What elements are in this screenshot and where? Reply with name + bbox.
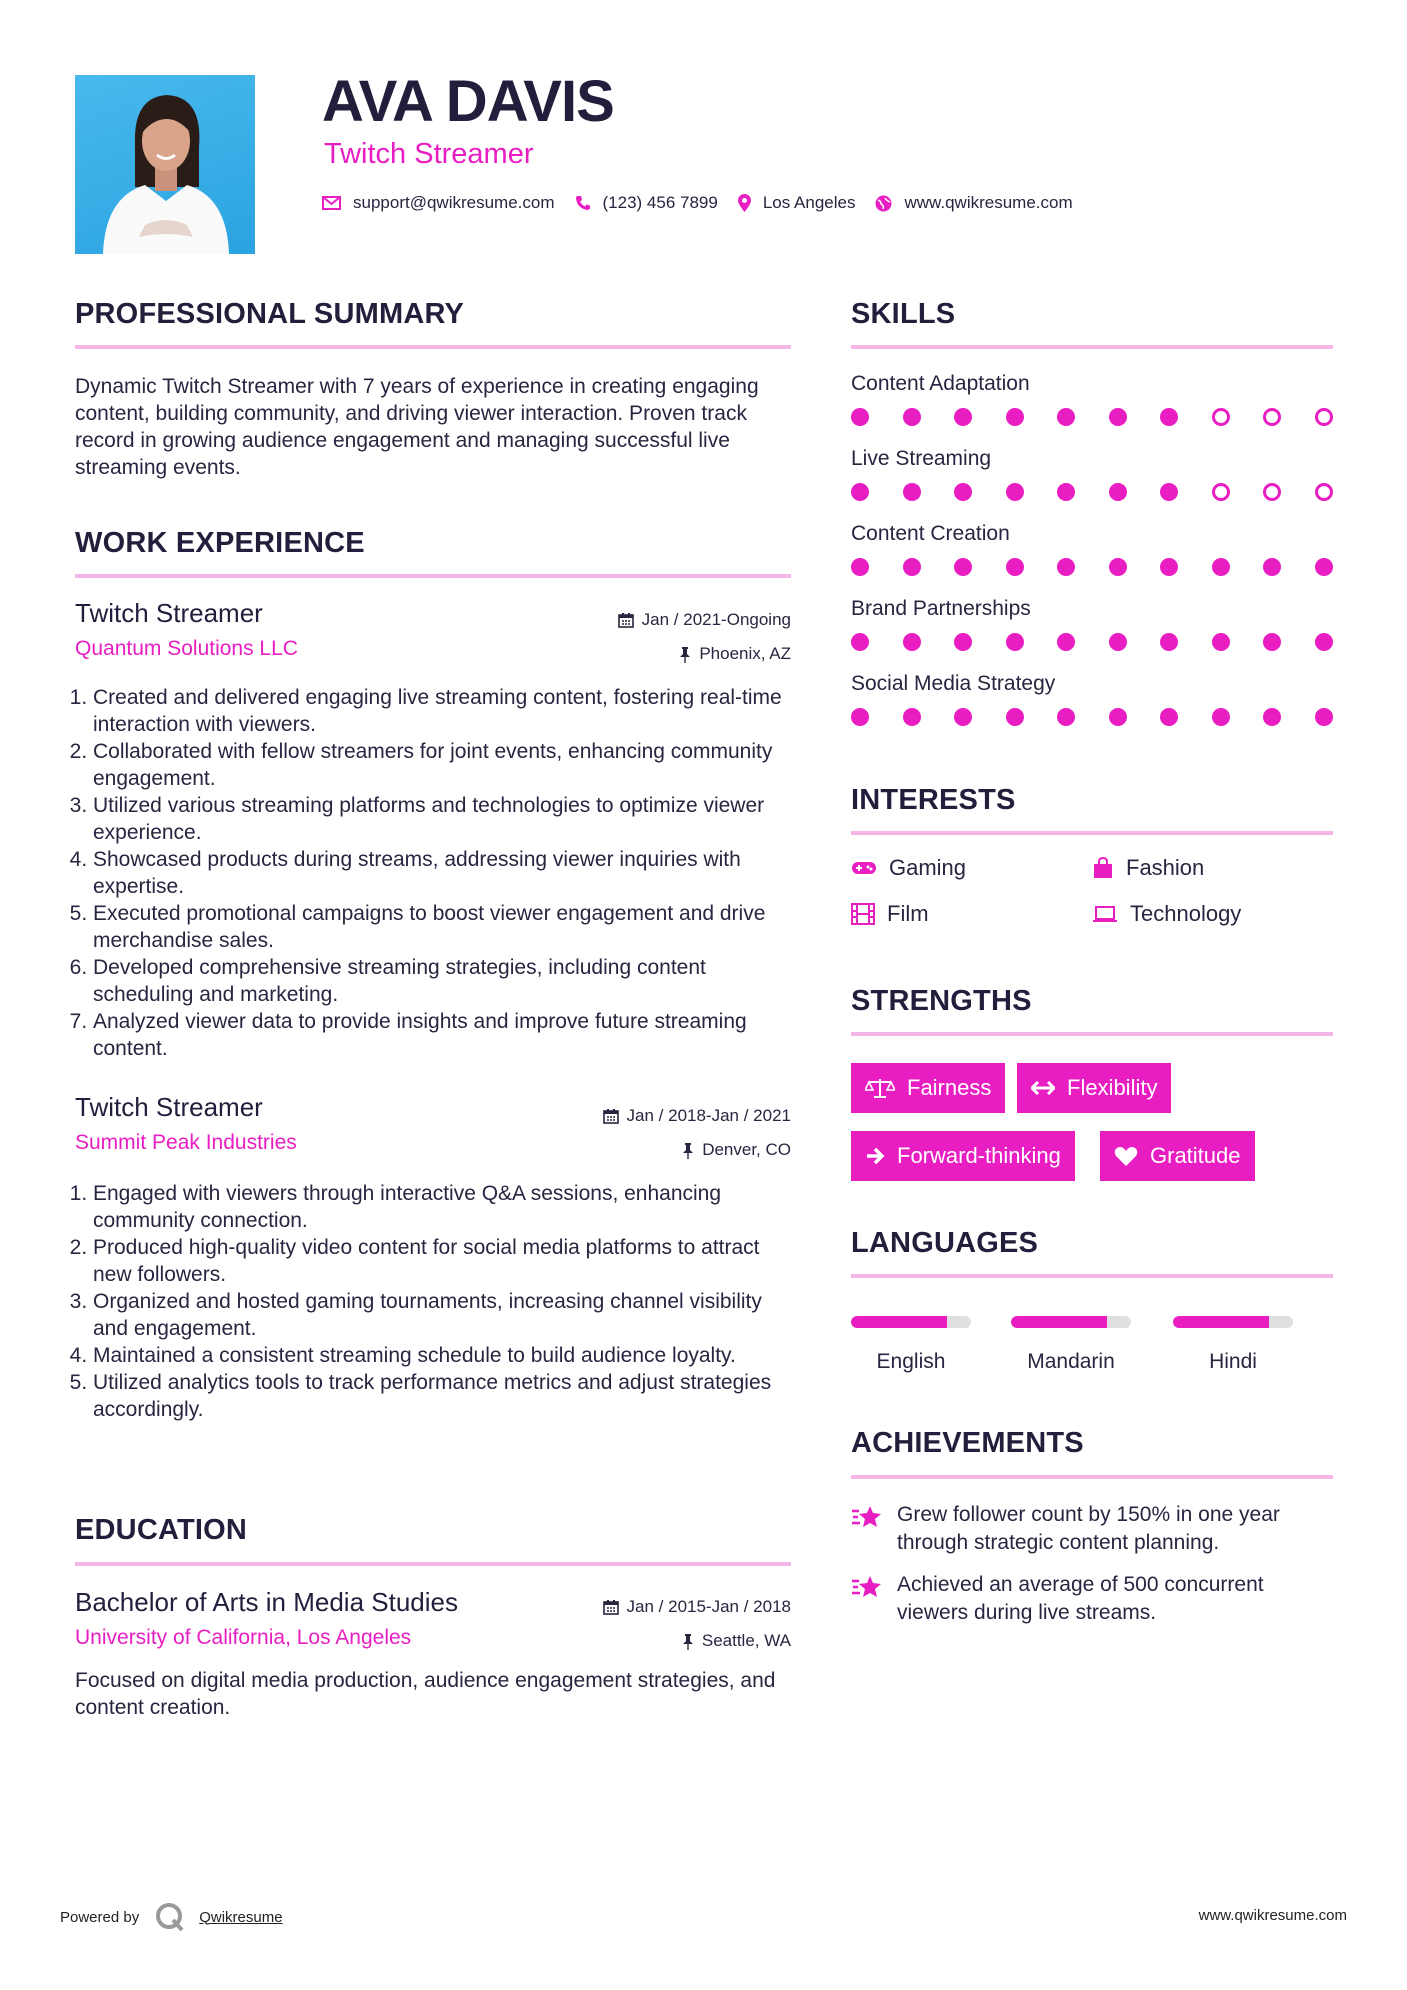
skill-dot-filled — [1315, 633, 1333, 651]
list-item: 1. Created and delivered engaging live streaming content, fostering real-time interaction with viewers. — [93, 684, 791, 738]
language-level-fill — [851, 1316, 947, 1328]
job-company: Summit Peak Industries — [75, 1131, 297, 1154]
list-item: 4. Showcased products during streams, addressing viewer inquiries with expertise. — [93, 846, 791, 900]
skill-dot-empty — [1315, 408, 1333, 426]
skill-row — [851, 522, 1333, 597]
language-level-fill — [1173, 1316, 1269, 1328]
skill-dot-filled — [851, 708, 869, 726]
skill-rating — [851, 708, 1333, 726]
work-divider — [75, 574, 791, 578]
language-level-track — [851, 1316, 971, 1328]
language-level-fill — [1011, 1316, 1107, 1328]
skill-dot-filled — [954, 483, 972, 501]
gamepad-icon — [851, 860, 877, 876]
skill-dot-filled — [903, 558, 921, 576]
language-level-track — [1173, 1316, 1293, 1328]
skill-rating — [851, 483, 1333, 501]
candidate-name: AVA DAVIS — [322, 69, 614, 134]
achievements-divider — [851, 1475, 1333, 1479]
skill-dot-filled — [851, 483, 869, 501]
language-name: Hindi — [1209, 1350, 1257, 1373]
languages-divider — [851, 1274, 1333, 1278]
education-heading: EDUCATION — [75, 1514, 248, 1546]
language-item — [1173, 1316, 1293, 1374]
strength-label: Forward-thinking — [897, 1143, 1061, 1168]
balance-scale-icon — [865, 1077, 895, 1099]
interest-label: Fashion — [1126, 855, 1205, 880]
summary-text: Dynamic Twitch Streamer with 7 years of experience in creating engaging content, building community, and driving viewer interaction. Proven track record in growing audience engagement and managing successful live streaming events. — [75, 375, 759, 479]
contact-website[interactable] — [875, 193, 1072, 213]
list-item: 2. Collaborated with fellow streamers for joint events, enhancing community engagement. — [93, 738, 791, 792]
skill-dot-empty — [1212, 483, 1230, 501]
interests-heading: INTERESTS — [851, 784, 1016, 816]
skill-dot-filled — [851, 408, 869, 426]
job-dates-text: Jan / 2021-Ongoing — [641, 610, 791, 629]
skill-dot-filled — [903, 408, 921, 426]
education-dates-text: Jan / 2015-Jan / 2018 — [626, 1597, 791, 1616]
interest-item — [851, 901, 929, 927]
education-location-text: Seattle, WA — [701, 1631, 791, 1650]
skill-dot-filled — [1109, 483, 1127, 501]
language-item — [851, 1316, 971, 1374]
strength-chip — [1100, 1131, 1255, 1181]
language-name: Mandarin — [1027, 1350, 1115, 1373]
calendar-icon — [603, 1599, 619, 1615]
skill-dot-filled — [903, 633, 921, 651]
skill-dot-filled — [1006, 408, 1024, 426]
contact-bar — [322, 193, 1093, 213]
contact-email[interactable] — [322, 193, 555, 213]
shopping-bag-icon — [1092, 857, 1114, 879]
skill-dot-filled — [1057, 483, 1075, 501]
skill-dot-filled — [1212, 633, 1230, 651]
language-name: English — [876, 1350, 946, 1373]
skill-row — [851, 672, 1333, 747]
languages-heading: LANGUAGES — [851, 1227, 1039, 1259]
skill-dot-filled — [1057, 633, 1075, 651]
contact-website-text: www.qwikresume.com — [904, 193, 1073, 212]
skill-dot-filled — [1057, 558, 1075, 576]
skills-heading: SKILLS — [851, 298, 956, 330]
skill-dot-filled — [1006, 483, 1024, 501]
contact-location-text: Los Angeles — [762, 193, 856, 212]
pushpin-icon — [682, 1633, 694, 1650]
list-item: 2. Produced high-quality video content for social media platforms to attract new followers. — [93, 1234, 791, 1288]
calendar-icon — [618, 612, 634, 628]
contact-email-text: support@qwikresume.com — [353, 193, 555, 212]
skill-dot-filled — [1263, 633, 1281, 651]
skill-dot-filled — [1006, 633, 1024, 651]
achievement-item — [851, 1501, 1333, 1557]
interest-label: Gaming — [889, 855, 967, 880]
strengths-heading: STRENGTHS — [851, 985, 1032, 1017]
job-title: Twitch Streamer — [75, 1092, 263, 1122]
job-dates-text: Jan / 2018-Jan / 2021 — [626, 1106, 791, 1125]
footer-branding — [60, 1902, 283, 1932]
contact-location — [738, 193, 856, 213]
footer-url[interactable]: www.qwikresume.com — [1198, 1907, 1347, 1924]
education-location — [682, 1631, 791, 1651]
laptop-icon — [1092, 905, 1118, 923]
skill-row — [851, 597, 1333, 672]
skill-dot-filled — [1109, 408, 1127, 426]
skill-dot-filled — [1160, 708, 1178, 726]
skill-rating — [851, 633, 1333, 651]
skill-dot-filled — [1315, 708, 1333, 726]
skills-list — [851, 372, 1333, 747]
skill-dot-filled — [954, 558, 972, 576]
skill-name: Content Creation — [851, 522, 1010, 545]
strength-chip — [851, 1131, 1075, 1181]
language-item — [1011, 1316, 1131, 1374]
phone-icon — [575, 195, 591, 211]
skill-dot-filled — [1212, 708, 1230, 726]
strength-label: Fairness — [907, 1075, 992, 1100]
interest-label: Technology — [1130, 901, 1242, 926]
skill-dot-empty — [1315, 483, 1333, 501]
education-description: Focused on digital media production, audience engagement strategies, and content creation. — [75, 1669, 776, 1719]
interest-item — [1092, 901, 1241, 927]
arrow-right-icon — [865, 1147, 885, 1165]
skill-name: Live Streaming — [851, 447, 992, 470]
film-icon — [851, 903, 875, 925]
education-dates — [603, 1597, 791, 1617]
job-location-text: Phoenix, AZ — [699, 644, 791, 663]
job-location — [679, 644, 791, 664]
contact-phone[interactable] — [575, 193, 718, 213]
powered-by-label: Powered by — [60, 1908, 140, 1926]
skill-dot-filled — [1109, 633, 1127, 651]
skill-name: Brand Partnerships — [851, 597, 1031, 620]
job-title: Twitch Streamer — [75, 598, 263, 628]
achievement-item — [851, 1571, 1333, 1627]
skill-dot-filled — [1263, 558, 1281, 576]
skill-dot-filled — [1006, 708, 1024, 726]
job-entry — [75, 1092, 791, 1423]
skill-dot-filled — [1057, 708, 1075, 726]
skill-dot-filled — [1006, 558, 1024, 576]
skill-dot-filled — [1160, 483, 1178, 501]
achievement-text: Grew follower count by 150% in one year through strategic content planning. — [897, 1503, 1280, 1554]
job-entry — [75, 598, 791, 1062]
job-location-text: Denver, CO — [702, 1140, 791, 1159]
summary-heading: PROFESSIONAL SUMMARY — [75, 298, 465, 330]
strengths-divider — [851, 1032, 1333, 1036]
job-dates — [603, 1106, 791, 1126]
job-responsibilities — [75, 1180, 791, 1423]
skill-dot-filled — [1160, 633, 1178, 651]
shooting-star-icon — [851, 1503, 883, 1531]
skill-dot-filled — [851, 633, 869, 651]
skill-rating — [851, 408, 1333, 426]
globe-icon — [875, 195, 892, 212]
pushpin-icon — [679, 646, 691, 663]
skill-dot-filled — [903, 708, 921, 726]
skill-dot-filled — [1109, 558, 1127, 576]
profile-photo — [75, 75, 255, 254]
map-marker-icon — [738, 194, 751, 212]
skill-dot-filled — [1263, 708, 1281, 726]
job-company: Quantum Solutions LLC — [75, 637, 298, 660]
strength-chip — [1017, 1063, 1171, 1113]
achievement-text: Achieved an average of 500 concurrent viewers during live streams. — [897, 1573, 1264, 1624]
strength-label: Gratitude — [1150, 1143, 1241, 1168]
skill-row — [851, 372, 1333, 447]
list-item: 5. Executed promotional campaigns to boost viewer engagement and drive merchandise sales. — [93, 900, 791, 954]
shooting-star-icon — [851, 1573, 883, 1601]
skill-rating — [851, 558, 1333, 576]
list-item: 3. Organized and hosted gaming tournaments, increasing channel visibility and engagement. — [93, 1288, 791, 1342]
strength-label: Flexibility — [1067, 1075, 1158, 1100]
job-responsibilities — [75, 684, 791, 1062]
skill-dot-filled — [1160, 408, 1178, 426]
skill-dot-filled — [1109, 708, 1127, 726]
work-heading: WORK EXPERIENCE — [75, 527, 365, 559]
heart-icon — [1114, 1146, 1138, 1167]
skill-dot-filled — [851, 558, 869, 576]
skill-dot-filled — [1057, 408, 1075, 426]
skill-name: Content Adaptation — [851, 372, 1030, 395]
school-name: University of California, Los Angeles — [75, 1626, 412, 1649]
list-item: 4. Maintained a consistent streaming schedule to build audience loyalty. — [93, 1342, 791, 1369]
skill-dot-filled — [1315, 558, 1333, 576]
calendar-icon — [603, 1108, 619, 1124]
degree-title: Bachelor of Arts in Media Studies — [75, 1587, 458, 1617]
education-divider — [75, 1562, 791, 1566]
skill-dot-filled — [954, 633, 972, 651]
list-item: 7. Analyzed viewer data to provide insights and improve future streaming content. — [93, 1008, 791, 1062]
skills-divider — [851, 345, 1333, 349]
job-location — [682, 1140, 791, 1160]
envelope-icon — [322, 196, 341, 210]
list-item: 3. Utilized various streaming platforms and technologies to optimize viewer experience. — [93, 792, 791, 846]
candidate-title: Twitch Streamer — [324, 138, 534, 170]
list-item: 1. Engaged with viewers through interactive Q&A sessions, enhancing community connection. — [93, 1180, 791, 1234]
skill-dot-empty — [1212, 408, 1230, 426]
skill-name: Social Media Strategy — [851, 672, 1056, 695]
achievements-heading: ACHIEVEMENTS — [851, 1427, 1084, 1459]
qwikresume-link[interactable]: Qwikresume — [199, 1908, 283, 1926]
skill-dot-filled — [1212, 558, 1230, 576]
interests-divider — [851, 831, 1333, 835]
skill-dot-filled — [1160, 558, 1178, 576]
skill-dot-filled — [954, 708, 972, 726]
summary-divider — [75, 345, 791, 349]
interest-label: Film — [887, 901, 929, 926]
pushpin-icon — [682, 1142, 694, 1159]
skill-row — [851, 447, 1333, 522]
skill-dot-filled — [903, 483, 921, 501]
interest-item — [851, 855, 966, 881]
skill-dot-filled — [954, 408, 972, 426]
job-dates — [618, 610, 791, 630]
interest-item — [1092, 855, 1204, 881]
skill-dot-empty — [1263, 408, 1281, 426]
qwikresume-logo-icon — [155, 1902, 185, 1932]
strength-chip — [851, 1063, 1005, 1113]
education-entry — [75, 1587, 791, 1721]
skill-dot-empty — [1263, 483, 1281, 501]
list-item: 6. Developed comprehensive streaming strategies, including content scheduling and marketing. — [93, 954, 791, 1008]
contact-phone-text: (123) 456 7899 — [602, 193, 718, 212]
language-level-track — [1011, 1316, 1131, 1328]
list-item: 5. Utilized analytics tools to track performance metrics and adjust strategies accordingly. — [93, 1369, 791, 1423]
arrows-horizontal-icon — [1031, 1081, 1055, 1095]
